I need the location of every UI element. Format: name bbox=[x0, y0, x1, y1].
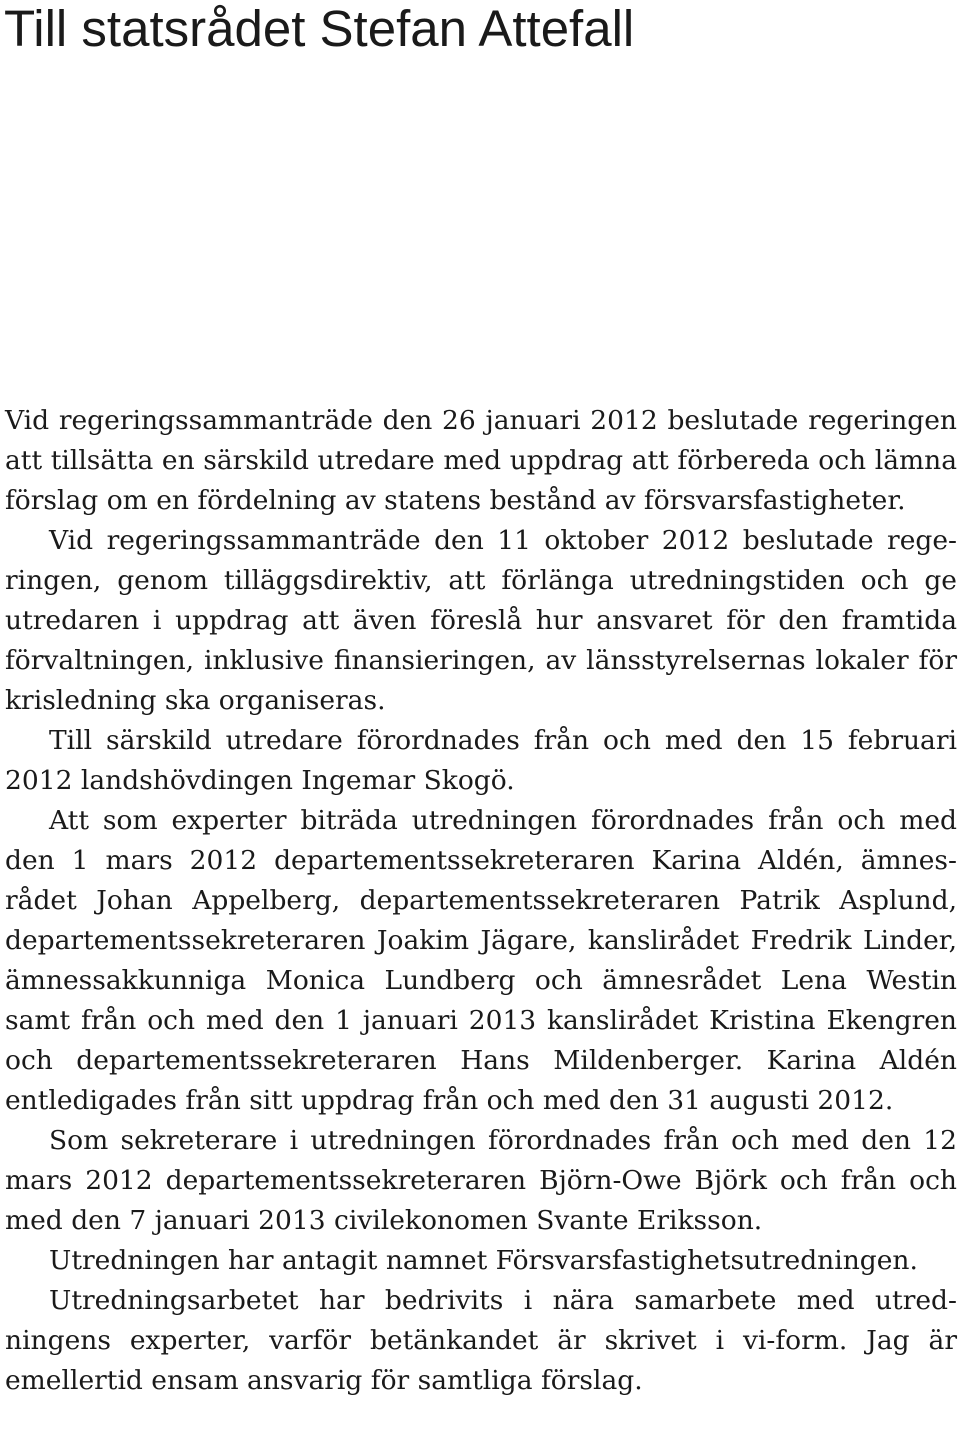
paragraph-special-investigator: Till särskild utredare förordnades från och med den 15 februari 2012 landshövdingen Ingemar Skogö. bbox=[5, 725, 957, 796]
paragraph-secretaries: Som sekreterare i utredningen förordnades från och med den 12 mars 2012 departementssekreteraren Björn-Owe Björk och från och med den 7 januari 2013 civilekonomen Svante Eriksson. bbox=[5, 1125, 957, 1236]
paragraph-experts: Att som experter biträda utredningen förordnades från och med den 1 mars 2012 departementssekreteraren Karina Aldén, ämnesrådet Johan Appelberg, departementssekreteraren Patrik Asplund, departementssekreteraren Joakim Jägare, kanslirådet Fredrik Linder, ämnessakkunniga Monica Lundberg och ämnesrådet Lena Westin samt från och med den 1 januari 2013 kanslirådet Kristina Ekengren och departementssekreteraren Hans Mildenberger. Karina Aldén entledigades från sitt uppdrag från och med den 31 augusti 2012. bbox=[5, 805, 957, 1116]
paragraph-appointment: Vid regeringssammanträde den 26 januari 2012 beslutade regeringen att tillsätta en särskild utredare med uppdrag att förbereda och lämna förslag om en fördelning av statens bestånd av försvarsfastigheter. bbox=[5, 405, 957, 516]
letter-body bbox=[5, 401, 957, 1401]
paragraph-working-method: Utredningsarbetet har bedrivits i nära samarbete med utredningens experter, varför betänkandet är skrivet i vi-form. Jag är emellertid ensam ansvarig för samtliga förslag. bbox=[5, 1285, 957, 1396]
paragraph-supplementary-directive: Vid regeringssammanträde den 11 oktober 2012 beslutade regeringen, genom tilläggsdirektiv, att förlänga utredningstiden och ge utredaren i uppdrag att även föreslå hur ansvaret för den framtida förvaltningen, inklusive finansieringen, av länsstyrelsernas lokaler för krisledning ska organiseras. bbox=[5, 525, 957, 716]
page-title: Till statsrådet Stefan Attefall bbox=[4, 0, 635, 57]
paragraph-inquiry-name: Utredningen har antagit namnet Försvarsfastighetsutredningen. bbox=[49, 1245, 918, 1276]
